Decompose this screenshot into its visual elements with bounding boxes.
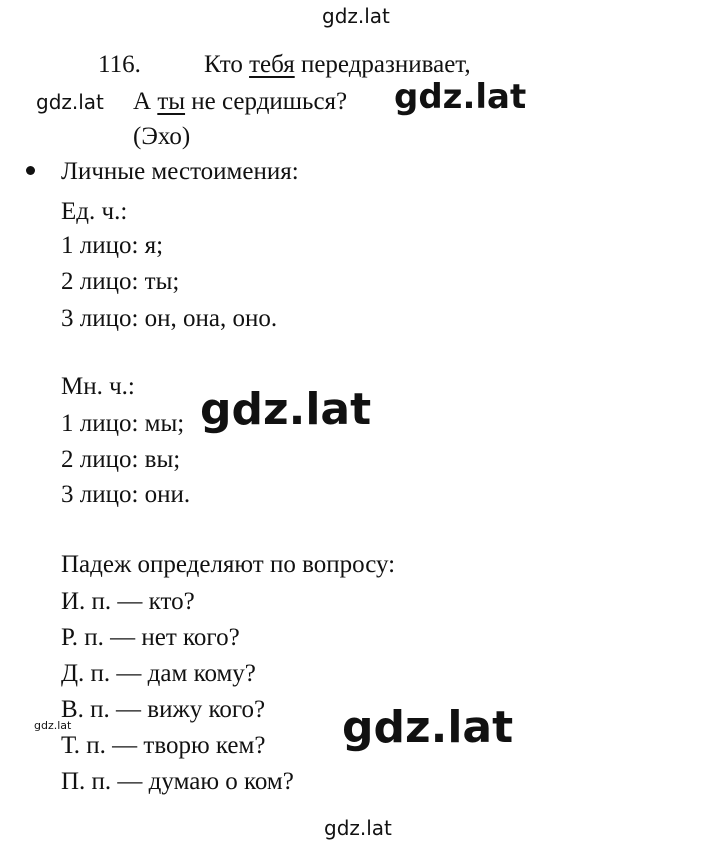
plural-item-1: 1 лицо: мы;	[61, 410, 185, 437]
watermark-top: gdz.lat	[322, 4, 390, 28]
singular-item-1: 1 лицо: я;	[61, 232, 164, 259]
watermark-bottom: gdz.lat	[324, 816, 392, 840]
poem-answer: (Эхо)	[133, 123, 191, 150]
singular-item-2: 2 лицо: ты;	[61, 268, 180, 295]
case-item-3: Д. п. — дам кому?	[61, 660, 256, 687]
watermark-small-left: gdz.lat	[34, 719, 72, 732]
poem-line-2-pronoun: ты	[157, 88, 186, 115]
watermark-bottom-right: gdz.lat	[342, 702, 514, 753]
plural-item-3: 3 лицо: они.	[61, 481, 191, 508]
case-item-1: И. п. — кто?	[61, 588, 195, 615]
poem-line-1-pronoun: тебя	[249, 51, 295, 78]
bullet-icon	[26, 166, 35, 175]
watermark-left-inline: gdz.lat	[36, 90, 104, 114]
case-item-6: П. п. — думаю о ком?	[61, 768, 294, 795]
singular-item-3: 3 лицо: он, она, оно.	[61, 305, 278, 332]
poem-line-1-suffix: передразнивает,	[300, 51, 471, 78]
poem-line-2	[133, 87, 347, 117]
cases-heading: Падеж определяют по вопросу:	[61, 551, 396, 578]
pronouns-heading: Личные местоимения:	[61, 158, 299, 185]
case-item-5: Т. п. — творю кем?	[61, 732, 266, 759]
poem-line-2-suffix: не сердишься?	[191, 88, 348, 115]
exercise-number: 116.	[98, 51, 141, 78]
plural-item-2: 2 лицо: вы;	[61, 446, 181, 473]
watermark-right-inline: gdz.lat	[394, 77, 527, 117]
poem-line-2-prefix: А	[133, 88, 152, 115]
poem-line-1	[204, 50, 471, 80]
case-item-2: Р. п. — нет кого?	[61, 624, 240, 651]
watermark-middle: gdz.lat	[200, 384, 372, 435]
poem-line-1-prefix: Кто	[204, 51, 243, 78]
singular-label: Ед. ч.:	[61, 198, 128, 225]
plural-label: Мн. ч.:	[61, 373, 135, 400]
case-item-4: В. п. — вижу кого?	[61, 696, 266, 723]
